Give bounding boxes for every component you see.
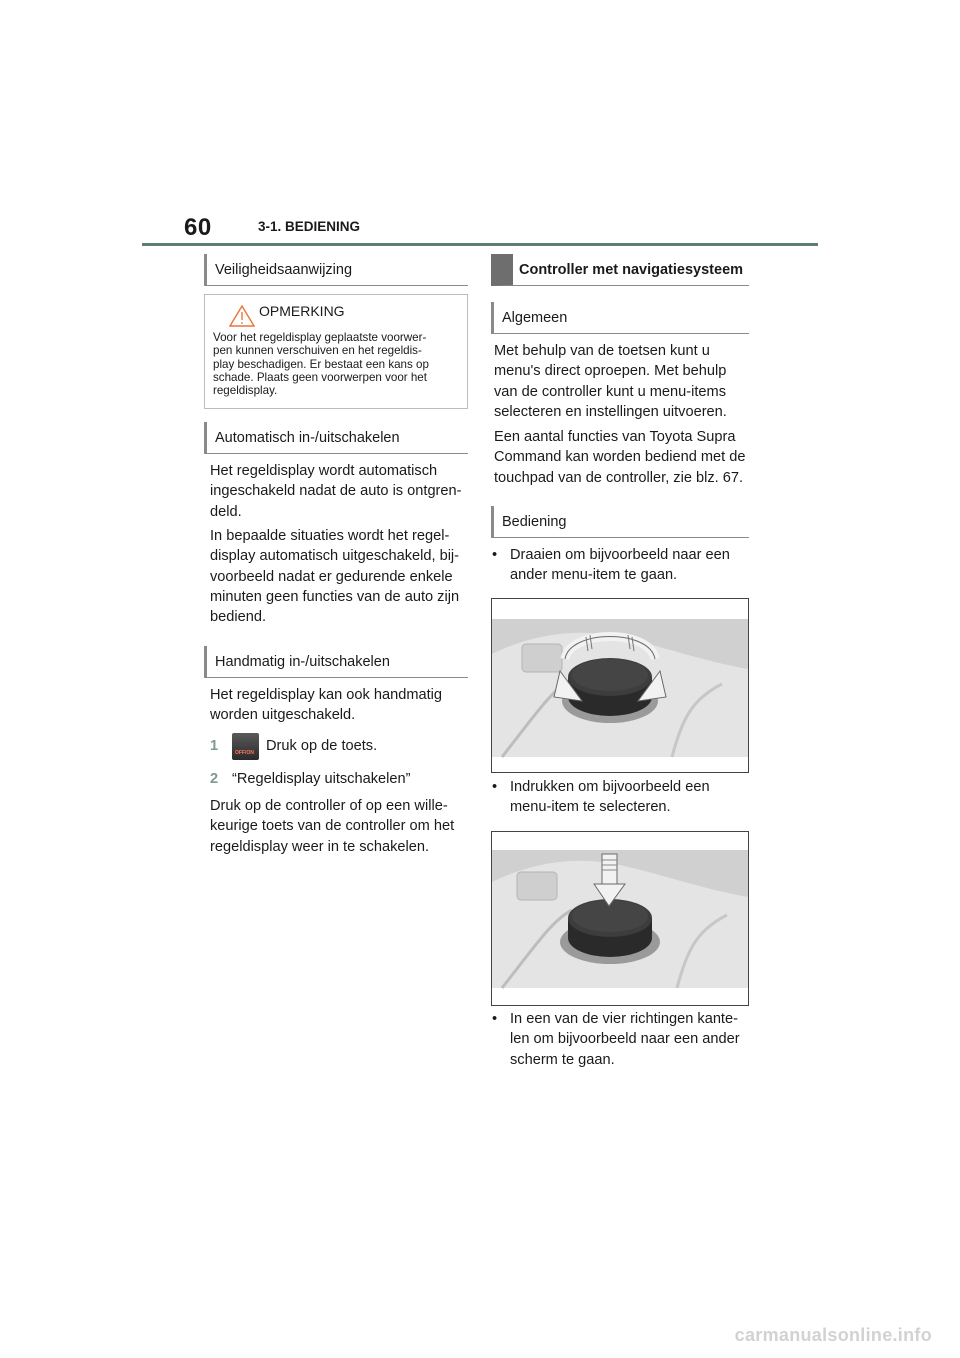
note-line: Voor het regeldisplay geplaatste voorwer- bbox=[213, 331, 427, 344]
paragraph-manual-1 bbox=[210, 685, 480, 726]
note-text bbox=[213, 331, 463, 397]
section-heading-general-label: Algemeen bbox=[502, 309, 568, 326]
text-line: Druk op de controller of op een wille- bbox=[210, 798, 448, 814]
section-heading-manual-label: Handmatig in-/uitschakelen bbox=[215, 653, 390, 670]
step-number: 1 bbox=[210, 738, 219, 755]
bullet-tilt bbox=[492, 1009, 754, 1070]
text-line: Command kan worden bediend met de bbox=[494, 449, 746, 466]
section-heading-operation-label: Bediening bbox=[502, 513, 567, 530]
text-line: Draaien om bijvoorbeeld naar een bbox=[510, 547, 730, 563]
text-line: scherm te gaan. bbox=[510, 1051, 615, 1068]
text-line: selecteren en instellingen uitvoeren. bbox=[494, 403, 727, 420]
step-text: Druk op de toets. bbox=[266, 738, 378, 755]
paragraph-auto-1 bbox=[210, 461, 480, 522]
note-title: OPMERKING bbox=[259, 303, 345, 319]
text-line: Een aantal functies van Toyota Supra bbox=[494, 429, 736, 445]
text-line: keurige toets van de controller om het bbox=[210, 818, 455, 835]
text-line: van de controller kunt u menu-items bbox=[494, 383, 726, 400]
paragraph-manual-2 bbox=[210, 796, 480, 857]
text-line: voorbeeld nadat er gedurende enkele bbox=[210, 568, 453, 585]
section-heading-operation bbox=[491, 506, 749, 538]
key-label: OFF/ON bbox=[235, 750, 254, 756]
header-rule bbox=[142, 243, 818, 246]
text-line: Indrukken om bijvoorbeeld een bbox=[510, 779, 710, 795]
note-line: pen kunnen verschuiven en het regeldis- bbox=[213, 344, 422, 358]
section-heading-auto-label: Automatisch in-/uitschakelen bbox=[215, 429, 400, 446]
paragraph-general-2 bbox=[494, 427, 756, 488]
text-line: ander menu-item te gaan. bbox=[510, 567, 678, 584]
text-line: regeldisplay weer in te schakelen. bbox=[210, 838, 430, 855]
text-line: Met behulp van de toetsen kunt u bbox=[494, 343, 710, 359]
text-line: display automatisch uitgeschakeld, bij- bbox=[210, 548, 460, 565]
text-line: touchpad van de controller, zie blz. 67. bbox=[494, 469, 744, 486]
figure-controller-press bbox=[491, 831, 749, 1006]
text-line: menu-item te selecteren. bbox=[510, 799, 671, 816]
text-line: In een van de vier richtingen kante- bbox=[510, 1011, 738, 1027]
page-number: 60 bbox=[184, 214, 212, 241]
paragraph-auto-2 bbox=[210, 526, 480, 627]
note-line: play beschadigen. Er bestaat een kans op bbox=[213, 357, 429, 371]
figure-controller-rotate bbox=[491, 598, 749, 773]
step-2 bbox=[210, 769, 480, 789]
display-off-button-icon bbox=[232, 733, 259, 760]
controller-rotate-illustration bbox=[492, 599, 748, 772]
bullet-marker: • bbox=[492, 779, 498, 795]
text-line: worden uitgeschakeld. bbox=[210, 707, 356, 724]
text-line: len om bijvoorbeeld naar een ander bbox=[510, 1031, 740, 1048]
text-line: minuten geen functies van de auto zijn bbox=[210, 588, 460, 605]
step-text: “Regeldisplay uitschakelen” bbox=[232, 771, 411, 787]
watermark: carmanualsonline.info bbox=[734, 1325, 932, 1345]
controller-press-illustration bbox=[492, 832, 748, 1005]
section-heading-controller-label: Controller met navigatiesysteem bbox=[519, 261, 744, 278]
paragraph-general-1 bbox=[494, 341, 756, 422]
step-1 bbox=[210, 733, 480, 760]
text-line: Het regeldisplay wordt automatisch bbox=[210, 463, 438, 479]
chapter-title: 3-1. BEDIENING bbox=[258, 219, 361, 234]
note-line: schade. Plaats geen voorwerpen voor het bbox=[213, 370, 427, 384]
text-line: menu's direct oproepen. Met behulp bbox=[494, 363, 727, 380]
bullet-marker: • bbox=[492, 1011, 498, 1027]
note-box bbox=[204, 294, 468, 409]
step-number: 2 bbox=[210, 771, 219, 787]
section-heading-safety-label: Veiligheidsaanwijzing bbox=[215, 261, 353, 278]
section-heading-manual bbox=[204, 646, 468, 678]
bullet-press bbox=[492, 777, 754, 818]
text-line: deld. bbox=[210, 503, 242, 520]
text-line: Het regeldisplay kan ook handmatig bbox=[210, 687, 443, 703]
section-heading-controller bbox=[491, 254, 749, 286]
note-line: regeldisplay. bbox=[213, 384, 278, 398]
text-line: bediend. bbox=[210, 609, 266, 626]
bullet-rotate bbox=[492, 545, 754, 586]
bullet-marker: • bbox=[492, 547, 498, 563]
section-heading-auto bbox=[204, 422, 468, 454]
warning-triangle-icon bbox=[229, 305, 255, 327]
section-heading-safety bbox=[204, 254, 468, 286]
text-line: ingeschakeld nadat de auto is ontgren- bbox=[210, 483, 462, 500]
section-heading-general bbox=[491, 302, 749, 334]
text-line: In bepaalde situaties wordt het regel- bbox=[210, 528, 450, 544]
